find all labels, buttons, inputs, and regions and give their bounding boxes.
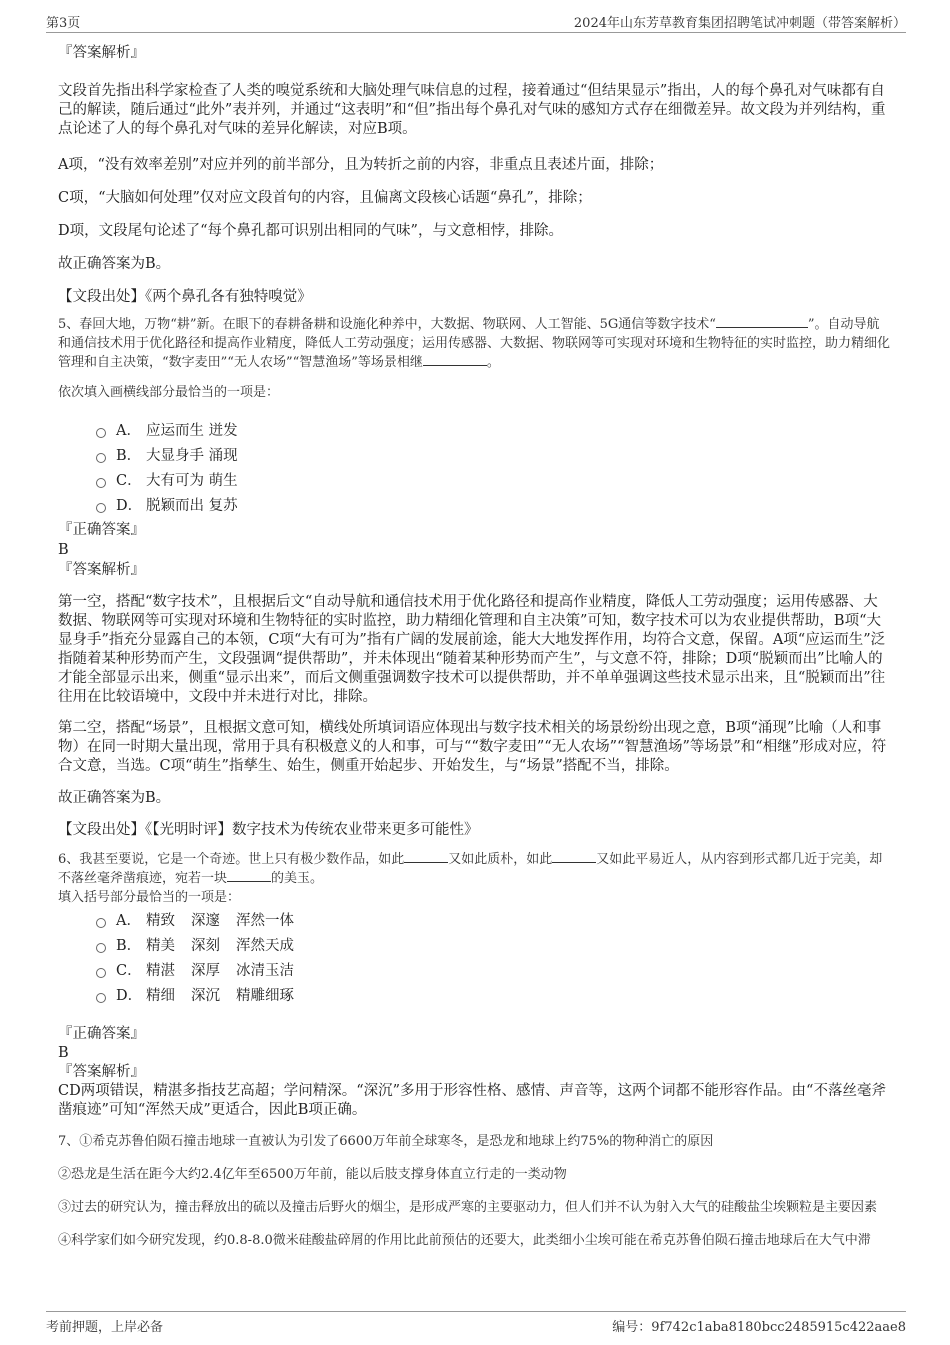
- q6-stem-part-2: 又如此质朴，如此: [448, 852, 553, 867]
- option-word-2: 深沉: [191, 988, 220, 1004]
- q6-stem: [58, 850, 890, 888]
- q6-blank-2: [552, 850, 596, 863]
- q6-stem-part-1: 6、我甚至要说，它是一个奇迹。世上只有极少数作品，如此: [58, 852, 405, 867]
- option-text: 大显身手 涌现: [146, 448, 238, 464]
- option-word-3: 冰清玉洁: [236, 963, 294, 979]
- option-text: 脱颖而出 复苏: [146, 498, 238, 514]
- option-word-2: 深厚: [191, 963, 220, 979]
- q5-answer: B: [58, 542, 69, 558]
- page-number: 第3页: [46, 16, 81, 31]
- option-letter: A．: [116, 423, 141, 439]
- q4-option-c-analysis: C项，“大脑如何处理”仅对应文段首句的内容，且偏离文段核心话题“鼻孔”，排除；: [58, 190, 592, 206]
- q6-analysis-label: 『答案解析』: [58, 1064, 145, 1080]
- q6-option-b[interactable]: [58, 934, 890, 959]
- q5-option-b[interactable]: [58, 444, 890, 469]
- q5-option-a[interactable]: [58, 419, 890, 444]
- option-word-2: 深刻: [191, 938, 220, 954]
- q5-option-c[interactable]: [58, 469, 890, 494]
- q6-option-a[interactable]: [58, 909, 890, 934]
- q5-blank-1: [716, 315, 808, 328]
- page-content: [58, 44, 890, 1250]
- option-word-3: 浑然一体: [236, 913, 294, 929]
- page-header: [46, 12, 906, 33]
- q4-conclusion: 故正确答案为B。: [58, 256, 171, 272]
- radio-icon[interactable]: [96, 968, 106, 978]
- q7-sentence-2: ②恐龙是生活在距今大约2.4亿年至6500万年前，能以后肢支撑身体直立行走的一类动物: [58, 1167, 567, 1182]
- option-letter: D．: [116, 988, 143, 1004]
- radio-icon[interactable]: [96, 453, 106, 463]
- q5-analysis-paragraph-1: 第一空，搭配“数字技术”，且根据后文“自动导航和通信技术用于优化路径和提高作业精度，降低人工劳动强度；运用传感器、大数据、物联网等可实现对环境和生物特征的实时监控，助力精细化管理和自主决策”可知，数字技术可以为农业提供帮助，B项“大显身手”指充分显露自己的本领，C项“大有可为”指有广阔的发展前途，能大大地发挥作用，均符合文意，保留。A项“应运而生”泛指随着某种形势而产生，文段强调“提供帮助”，并未体现出“随着某种形势而产生”，与文意不符，排除；D项“脱颖而出”比喻人的才能全部显示出来，侧重“显示出来”，而后文侧重强调数字技术可以提供帮助，并不单单强调这些技术显示出来，且“脱颖而出”往往用在比较语境中，文段中并未进行对比，排除。: [58, 594, 886, 705]
- q5-source: 【文段出处】《【光明时评】数字技术为传统农业带来更多可能性》: [58, 822, 479, 838]
- option-word-3: 浑然天成: [236, 938, 294, 954]
- q4-source: 【文段出处】《两个鼻孔各有独特嗅觉》: [58, 289, 312, 305]
- option-text: 大有可为 萌生: [146, 473, 238, 489]
- radio-icon[interactable]: [96, 918, 106, 928]
- q6-answer-label: 『正确答案』: [58, 1026, 145, 1042]
- q4-option-d-analysis: D项，文段尾句论述了“每个鼻孔都可识别出相同的气味”，与文意相悖，排除。: [58, 223, 563, 239]
- option-letter: B．: [116, 938, 142, 954]
- option-word-2: 深邃: [191, 913, 220, 929]
- radio-icon[interactable]: [96, 993, 106, 1003]
- q6-stem-part-4: 的美玉。: [271, 871, 324, 886]
- q5-options: [58, 419, 890, 519]
- q5-blank-2: [423, 353, 487, 366]
- q5-analysis-label: 『答案解析』: [58, 562, 145, 578]
- option-word-3: 精雕细琢: [236, 988, 294, 1004]
- q5-stem-part-2: ”。自动导航和通信技术用于优化路径和提高作业精度，降低人工劳动强度；运用传感器、大数据、物联网等可实现对环境和生物特征的实时监控，助力精细化管理和自主决策，“数字麦田”“无人农场”“智慧渔场”等场景相继: [58, 317, 891, 370]
- q4-analysis-paragraph: 文段首先指出科学家检查了人类的嗅觉系统和大脑处理气味信息的过程，接着通过“但结果显示”指出，人的每个鼻孔对气味都有自己的解读，随后通过“此外”表并列，并通过“这表明”和“但”指出每个鼻孔对气味的感知方式存在细微差异。故文段为并列结构，重点论述了人的每个鼻孔对气味的差异化解读，对应B项。: [58, 83, 886, 137]
- q6-option-d[interactable]: [58, 984, 890, 1009]
- page-footer: [46, 1311, 906, 1337]
- radio-icon[interactable]: [96, 943, 106, 953]
- q6-blank-3: [227, 869, 271, 882]
- q6-blank-1: [404, 850, 448, 863]
- q4-analysis-label: 『答案解析』: [58, 45, 145, 61]
- q5-analysis-paragraph-2: 第二空，搭配“场景”，且根据文意可知，横线处所填词语应体现出与数字技术相关的场景纷纷出现之意，B项“涌现”比喻（人和事物）在同一时期大量出现，常用于具有积极意义的人和事，可与““数字麦田”“无人农场”“智慧渔场”等场景”和“相继”形成对应，符合文意，当选。C项“萌生”指孳生、始生，侧重开始起步、开始发生，与“场景”搭配不当，排除。: [58, 720, 887, 774]
- q5-stem-part-1: 5、春回大地，万物“耕”新。在眼下的春耕备耕和设施化种养中，大数据、物联网、人工智能、5G通信等数字技术“: [58, 317, 716, 332]
- option-letter: A．: [116, 913, 141, 929]
- option-word-1: 精湛: [146, 963, 175, 979]
- q6-stem-part-3: 又如此平易近人，从内容到形式都几近于完美，却不落丝毫斧凿痕迹，宛若一块: [58, 852, 883, 886]
- option-letter: D．: [116, 498, 143, 514]
- q4-option-a-analysis: A项，“没有效率差别”对应并列的前半部分，且为转折之前的内容，非重点且表述片面，排除；: [58, 157, 664, 173]
- q6-option-c[interactable]: [58, 959, 890, 984]
- option-letter: C．: [116, 963, 142, 979]
- q6-analysis-paragraph: CD两项错误，精湛多指技艺高超；学问精深。“深沉”多用于形容性格、感情、声音等，这两个词都不能形容作品。由“不落丝毫斧凿痕迹”可知“浑然天成”更适合，因此B项正确。: [58, 1083, 886, 1118]
- radio-icon[interactable]: [96, 503, 106, 513]
- q6-instruction: 填入括号部分最恰当的一项是：: [58, 890, 241, 905]
- q5-stem: [58, 315, 890, 372]
- q5-answer-label: 『正确答案』: [58, 522, 145, 538]
- q7-sentence-3: ③过去的研究认为，撞击释放出的硫以及撞击后野火的烟尘，是形成严寒的主要驱动力，但人们并不认为射入大气的硅酸盐尘埃颗粒是主要因素: [58, 1200, 878, 1215]
- q5-option-d[interactable]: [58, 494, 890, 519]
- q7-sentence-1: 7、①希克苏鲁伯陨石撞击地球一直被认为引发了6600万年前全球寒冬，是恐龙和地球上约75%的物种消亡的原因: [58, 1134, 714, 1149]
- option-text: 应运而生 迸发: [146, 423, 238, 439]
- q7-sentence-4: ④科学家们如今研究发现，约0.8-8.0微米硅酸盐碎屑的作用比此前预估的还要大，此类细小尘埃可能在希克苏鲁伯陨石撞击地球后在大气中滞: [58, 1233, 871, 1248]
- radio-icon[interactable]: [96, 428, 106, 438]
- document-title: 2024年山东芳草教育集团招聘笔试冲刺题（带答案解析）: [573, 16, 906, 31]
- option-letter: C．: [116, 473, 142, 489]
- q6-options: [58, 909, 890, 1009]
- q5-conclusion: 故正确答案为B。: [58, 790, 171, 806]
- radio-icon[interactable]: [96, 478, 106, 488]
- option-letter: B．: [116, 448, 142, 464]
- document-id: 编号：9f742c1aba8180bcc2485915c422aae8: [612, 1320, 906, 1335]
- option-word-1: 精美: [146, 938, 175, 954]
- q6-answer: B: [58, 1045, 69, 1061]
- footer-slogan: 考前押题，上岸必备: [46, 1320, 164, 1335]
- q5-instruction: 依次填入画横线部分最恰当的一项是：: [58, 385, 280, 400]
- option-word-1: 精致: [146, 913, 175, 929]
- q5-stem-part-3: 。: [486, 355, 500, 370]
- option-word-1: 精细: [146, 988, 175, 1004]
